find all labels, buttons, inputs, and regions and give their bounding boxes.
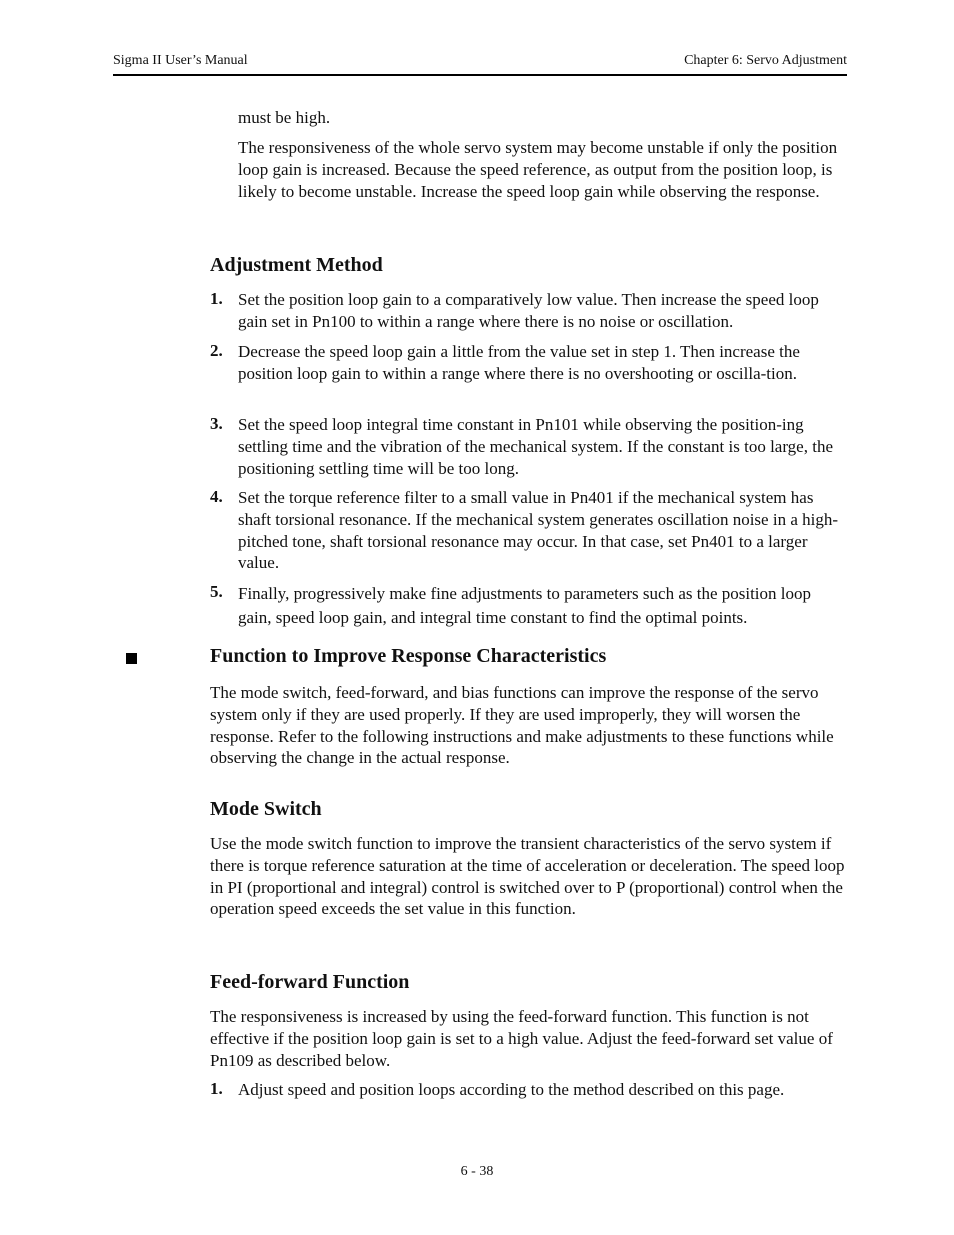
feed-forward-heading: Feed-forward Function <box>210 971 410 993</box>
page-header <box>113 52 847 76</box>
step-number: 4. <box>210 487 223 506</box>
intro-paragraph-1: must be high. <box>238 108 331 127</box>
step-number: 3. <box>210 414 223 433</box>
step-number: 2. <box>210 341 223 360</box>
step-text: Adjust speed and position loops according to the method described on this page. <box>238 1080 785 1099</box>
step-number: 1. <box>210 289 223 308</box>
step-text: Finally, progressively make fine adjustments to parameters such as the position loop gain, speed loop gain, and integral time constant to find the optimal points. <box>238 584 812 627</box>
function-section-paragraph: The mode switch, feed-forward, and bias functions can improve the response of the servo system only if they are used properly. If they are used improperly, they will worsen the response. Refer to the following instructions and make adjustments to these functions while observing the change in the actual response. <box>210 683 834 768</box>
intro-paragraph-2: The responsiveness of the whole servo system may become unstable if only the position loop gain is increased. Because the speed reference, as output from the position loop, is likely to become unstable. Increase the speed loop gain while observing the response. <box>238 138 838 201</box>
step-text: Set the position loop gain to a comparatively low value. Then increase the speed loop gain set in Pn100 to within a range where there is no noise or oscillation. <box>238 290 819 331</box>
step-text: Set the torque reference filter to a small value in Pn401 if the mechanical system has shaft torsional resonance. If the mechanical system generates oscillation noise in a high-pitched tone, shaft torsional resonance may occur. In that case, set Pn401 to a larger value. <box>238 488 838 573</box>
adjustment-method-heading: Adjustment Method <box>210 254 383 276</box>
step-text: Decrease the speed loop gain a little from the value set in step 1. Then increase the position loop gain to within a range where there is no overshooting or oscilla-tion. <box>238 342 800 383</box>
step-number: 1. <box>210 1079 223 1098</box>
square-bullet-icon <box>126 653 137 664</box>
mode-switch-heading: Mode Switch <box>210 798 322 820</box>
manual-title: Sigma II User’s Manual <box>113 53 248 68</box>
step-number: 5. <box>210 582 223 601</box>
chapter-title: Chapter 6: Servo Adjustment <box>684 53 847 68</box>
feed-forward-paragraph: The responsiveness is increased by using the feed-forward function. This function is not effective if the position loop gain is set to a high value. Adjust the feed-forward set value of Pn109 as described below. <box>210 1007 833 1070</box>
page-number: 6 - 38 <box>460 1164 494 1179</box>
function-section-heading: Function to Improve Response Characteristics <box>210 645 607 667</box>
mode-switch-paragraph: Use the mode switch function to improve the transient characteristics of the servo system if there is torque reference saturation at the time of acceleration or deceleration. The speed loop in PI (proportional and integral) control is switched over to P (proportional) control when the operation speed exceeds the set value in this function. <box>210 834 845 919</box>
step-text: Set the speed loop integral time constant in Pn101 while observing the position-ing settling time and the vibration of the mechanical system. If the constant is too large, the positioning settling time will be too long. <box>238 415 833 478</box>
